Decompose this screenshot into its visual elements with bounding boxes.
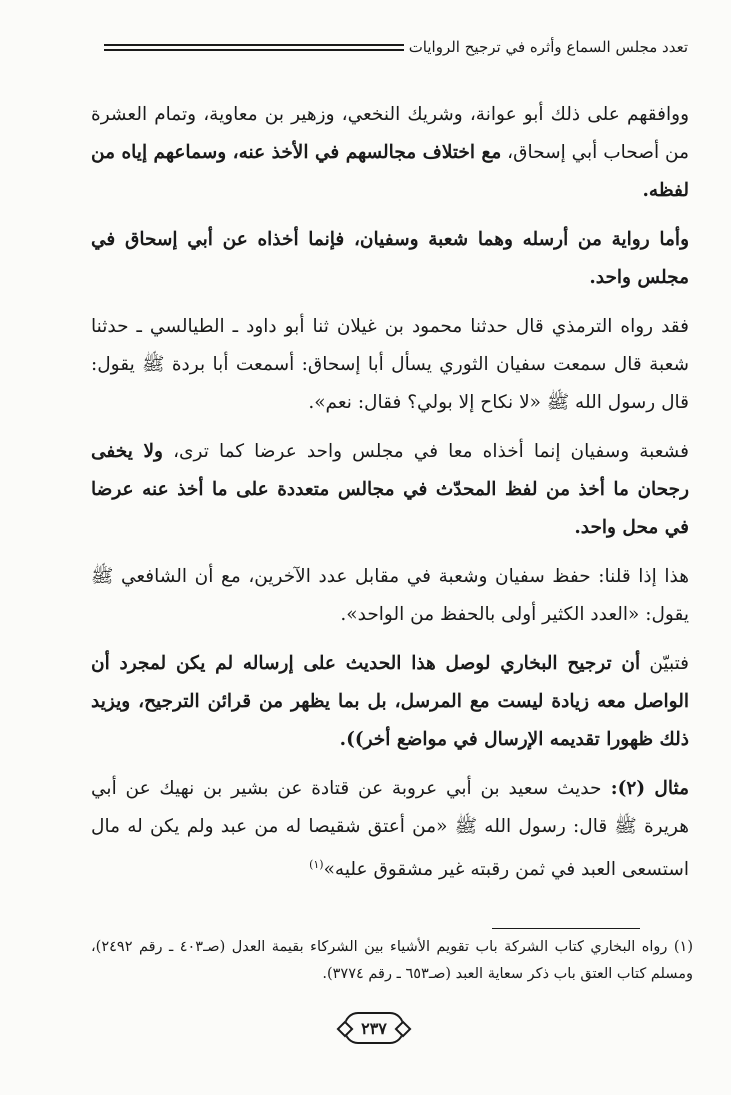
footnote-separator xyxy=(492,928,640,929)
paragraph-7-text: حديث سعيد بن أبي عروبة عن قتادة عن بشير بن نهيك عن أبي هريرة ﷺ قال: رسول الله ﷺ «من أعتق شقيصا له من عبد ولم يكن له مال استسعى العبد في ثمن رقبته غير مشقوق عليه» xyxy=(91,778,689,881)
paragraph-5 xyxy=(91,558,689,634)
paragraph-4-text: فشعبة وسفيان إنما أخذاه معا في مجلس واحد عرضا كما ترى، xyxy=(163,441,690,462)
paragraph-6-bold: أن ترجيح البخاري لوصل هذا الحديث على إرساله لم يكن لمجرد أن الواصل معه زيادة ليست مع المرسل، بل بما يظهر من قرائن الترجيح، ويزيد ذلك ظهورا تقديمه الإرسال في مواضع أخر)). xyxy=(91,653,689,750)
paragraph-1-text: ووافقهم على ذلك أبو عوانة، وشريك النخعي، وزهير بن معاوية، وتمام العشرة من أصحاب أبي إسحاق، xyxy=(91,104,689,163)
footnote-reference[interactable]: (١) xyxy=(309,858,324,871)
paragraph-4 xyxy=(91,433,689,547)
paragraph-2 xyxy=(91,221,689,297)
paragraph-4-bold: ولا يخفى رجحان ما أخذ من لفظ المحدّث في مجالس متعددة على ما أخذ عنه عرضا في محل واحد. xyxy=(91,441,689,538)
header-rule-lower xyxy=(104,49,404,51)
footnote: (١) رواه البخاري كتاب الشركة باب تقويم الأشياء بين الشركاء بقيمة العدل (صـ٤٠٣ ـ رقم ٢٤٩٢)، ومسلم كتاب العتق باب ذكر سعاية العبد (صـ٦٥٣ ـ رقم ٣٧٧٤). xyxy=(91,939,693,982)
running-header-title: تعدد مجلس السماع وأثره في ترجيح الروايات xyxy=(408,38,688,56)
page-number-ornament xyxy=(344,1012,404,1044)
header-rule-upper xyxy=(104,44,404,46)
paragraph-3 xyxy=(91,308,689,422)
main-text xyxy=(91,96,689,900)
paragraph-5-text: هذا إذا قلنا: حفظ سفيان وشعبة في مقابل عدد الآخرين، مع أن الشافعي ﷺ يقول: «العدد الكثير أولى بالحفظ من الواحد». xyxy=(91,566,689,625)
paragraph-1 xyxy=(91,96,689,210)
paragraph-1-bold: مع اختلاف مجالسهم في الأخذ عنه، وسماعهم إياه من لفظه. xyxy=(91,142,689,201)
page-number: ٢٣٧ xyxy=(361,1018,387,1038)
paragraph-2-bold: وأما رواية من أرسله وهما شعبة وسفيان، فإنما أخذاه عن أبي إسحاق في مجلس واحد. xyxy=(91,229,689,288)
paragraph-6-text: فتبيّن xyxy=(640,653,689,674)
paragraph-6 xyxy=(91,645,689,759)
paragraph-7-bold: مثال (٢): xyxy=(601,778,690,799)
paragraph-7 xyxy=(91,770,689,889)
paragraph-3-text: فقد رواه الترمذي قال حدثنا محمود بن غيلان ثنا أبو داود ـ الطيالسي ـ حدثنا شعبة قال سمعت سفيان الثوري يسأل أبا إسحاق: أسمعت أبا بردة ﷺ يقول: قال رسول الله ﷺ «لا نكاح إلا بولي؟ فقال: نعم». xyxy=(91,316,689,413)
running-header xyxy=(104,36,688,60)
